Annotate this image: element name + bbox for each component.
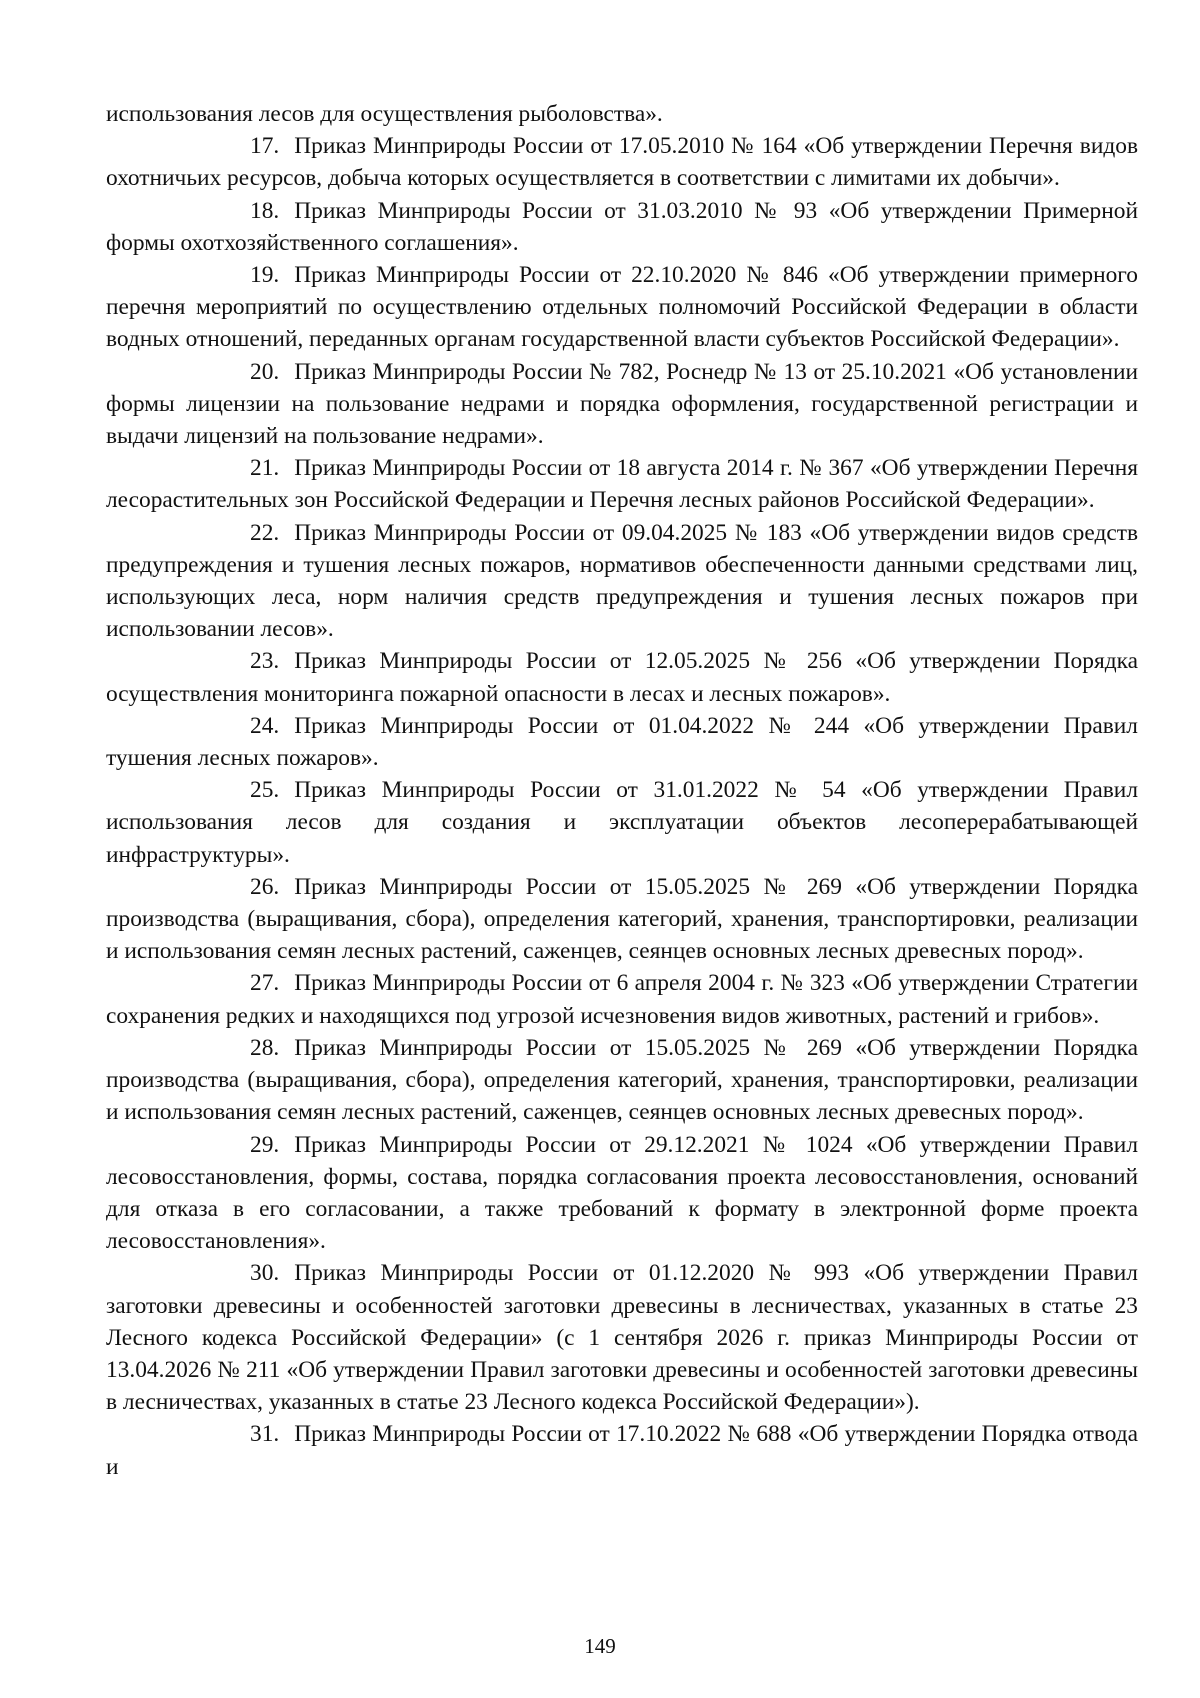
page-number: 149 <box>584 1634 616 1658</box>
item-text: Приказ Минприроды России от 18 августа 2014 г. № 367 «Об утверждении Перечня лесорастительных зон Российской Федерации и Перечня лесных районов Российской Федерации». <box>106 455 1138 514</box>
item-number: 29. <box>250 1131 280 1158</box>
item-number: 27. <box>250 970 280 997</box>
item-number: 19. <box>250 262 280 289</box>
list-item <box>106 452 1138 516</box>
item-text: Приказ Минприроды России от 17.10.2022 № 688 «Об утверждении Порядка отвода и <box>106 1421 1138 1480</box>
list-item <box>106 1257 1138 1418</box>
item-number: 24. <box>250 712 280 739</box>
item-number: 30. <box>250 1260 280 1287</box>
document-body <box>106 98 1138 1483</box>
list-item <box>106 195 1138 259</box>
list-item <box>106 774 1138 871</box>
item-number: 18. <box>250 197 280 224</box>
list-item <box>106 130 1138 194</box>
item-text: Приказ Минприроды России от 6 апреля 2004 г. № 323 «Об утверждении Стратегии сохранения редких и находящихся под угрозой исчезновения видов животных, растений и грибов». <box>106 970 1138 1029</box>
item-number: 17. <box>250 133 280 160</box>
list-item <box>106 356 1138 453</box>
item-text: Приказ Минприроды России от 01.12.2020 № 993 «Об утверждении Правил заготовки древесины и особенностей заготовки древесины в лесничествах, указанных в статье 23 Лесного кодекса Российской Федерации» (с 1 сентября 2026 г. приказ Минприроды России от 13.04.2026 № 211 «Об утверждении Правил заготовки древесины и особенностей заготовки древесины в лесничествах, указанных в статье 23 Лесного кодекса Российской Федерации»). <box>106 1260 1138 1416</box>
item-text: Приказ Минприроды России от 29.12.2021 № 1024 «Об утверждении Правил лесовосстановления, формы, состава, порядка согласования проекта лесовосстановления, оснований для отказа в его согласовании, а также требований к формату в электронной форме проекта лесовосстановления». <box>106 1131 1138 1255</box>
list-item <box>106 645 1138 709</box>
item-number: 31. <box>250 1421 280 1448</box>
list-item <box>106 871 1138 968</box>
continuation-paragraph: использования лесов для осуществления рыболовства». <box>106 101 663 127</box>
list-item <box>106 517 1138 646</box>
item-number: 28. <box>250 1034 280 1061</box>
item-text: Приказ Минприроды России от 12.05.2025 № 256 «Об утверждении Порядка осуществления мониторинга пожарной опасности в лесах и лесных пожаров». <box>106 648 1138 707</box>
list-item <box>106 1032 1138 1129</box>
item-text: Приказ Минприроды России от 31.03.2010 № 93 «Об утверждении Примерной формы охотхозяйственного соглашения». <box>106 197 1138 256</box>
item-number: 23. <box>250 648 280 675</box>
list-item <box>106 967 1138 1031</box>
item-text: Приказ Минприроды России от 17.05.2010 № 164 «Об утверждении Перечня видов охотничьих ресурсов, добыча которых осуществляется в соответствии с лимитами их добычи». <box>106 133 1138 192</box>
item-number: 26. <box>250 873 280 900</box>
item-text: Приказ Минприроды России № 782, Роснедр № 13 от 25.10.2021 «Об установлении формы лицензии на пользование недрами и порядка оформления, государственной регистрации и выдачи лицензий на пользование недрами». <box>106 358 1138 450</box>
item-number: 22. <box>250 519 280 546</box>
item-text: Приказ Минприроды России от 31.01.2022 № 54 «Об утверждении Правил использования лесов для создания и эксплуатации объектов лесоперерабатывающей инфраструктуры». <box>106 777 1138 868</box>
item-number: 25. <box>250 777 280 804</box>
item-text: Приказ Минприроды России от 15.05.2025 № 269 «Об утверждении Порядка производства (выращивания, сбора), определения категорий, хранения, транспортировки, реализации и использования семян лесных растений, саженцев, сеянцев основных лесных древесных пород». <box>106 1034 1138 1126</box>
item-number: 21. <box>250 455 280 482</box>
item-text: Приказ Минприроды России от 01.04.2022 № 244 «Об утверждении Правил тушения лесных пожаров». <box>106 712 1138 772</box>
item-text: Приказ Минприроды России от 22.10.2020 № 846 «Об утверждении примерного перечня мероприятий по осуществлению отдельных полномочий Российской Федерации в области водных отношений, переданных органам государственной власти субъектов Российской Федерации». <box>106 262 1138 353</box>
item-number: 20. <box>250 358 280 385</box>
list-item <box>106 710 1138 774</box>
item-text: Приказ Минприроды России от 09.04.2025 № 183 «Об утверждении видов средств предупреждения и тушения лесных пожаров, нормативов обеспеченности данными средствами лиц, использующих леса, норм наличия средств предупреждения и тушения лесных пожаров при использовании лесов». <box>106 519 1138 643</box>
list-item <box>106 1418 1138 1482</box>
item-text: Приказ Минприроды России от 15.05.2025 № 269 «Об утверждении Порядка производства (выращивания, сбора), определения категорий, хранения, транспортировки, реализации и использования семян лесных растений, саженцев, сеянцев основных лесных древесных пород». <box>106 873 1138 965</box>
list-item <box>106 1129 1138 1258</box>
list-item <box>106 259 1138 356</box>
